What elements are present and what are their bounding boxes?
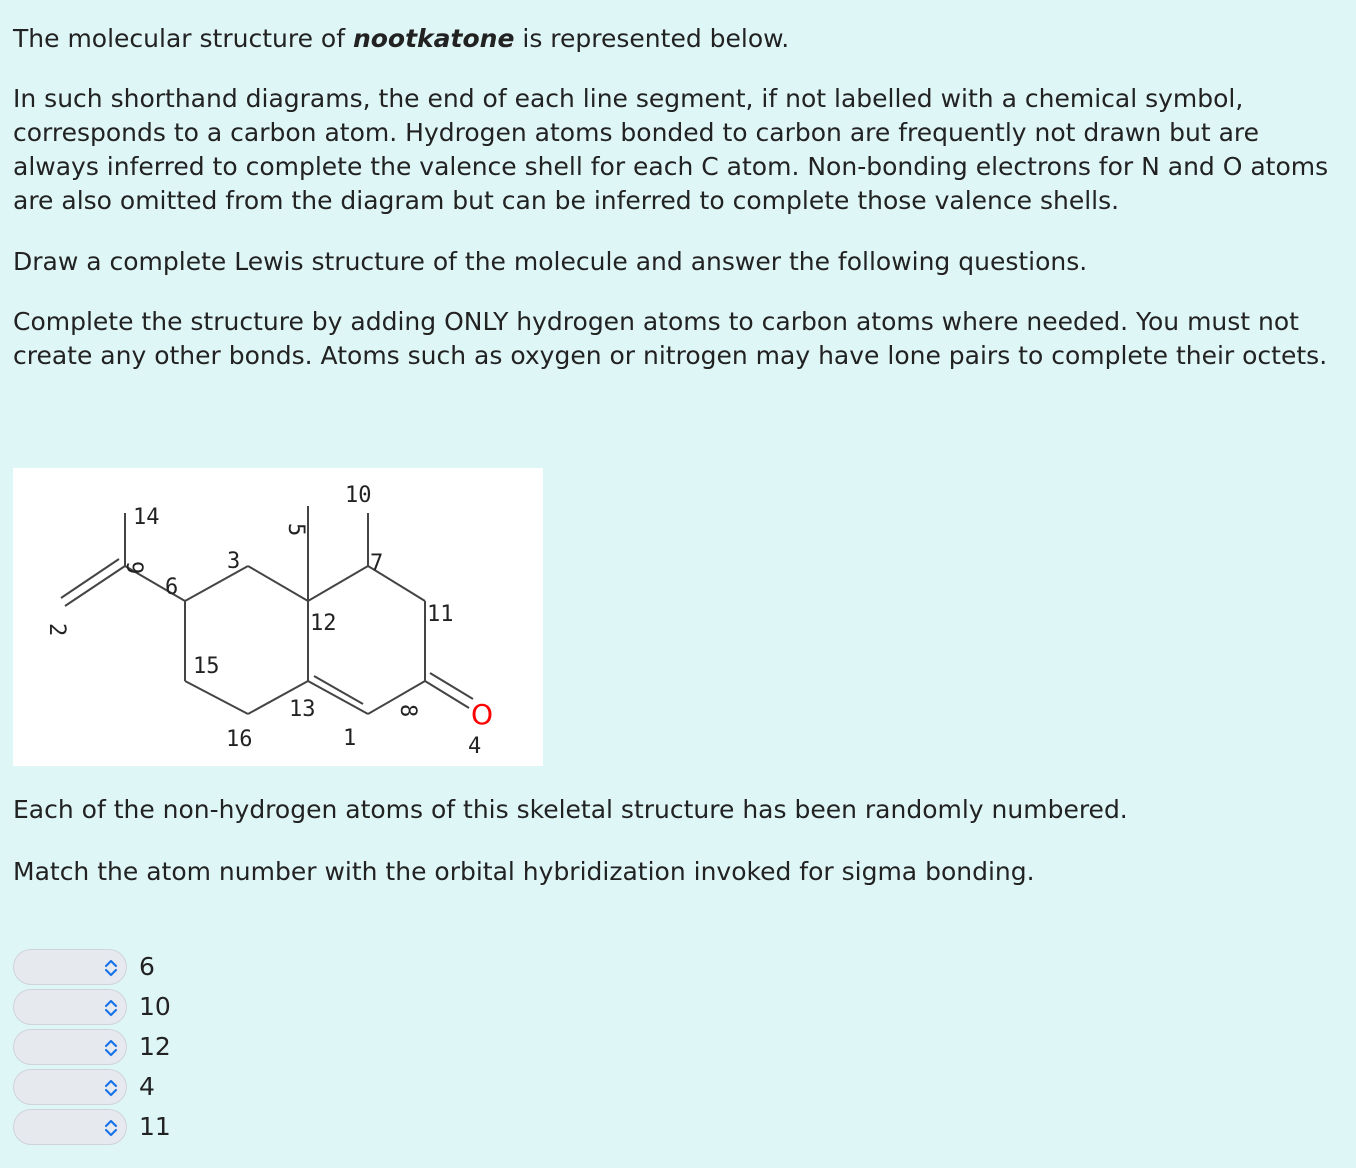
atom-label-11: 11 [427,602,454,627]
answer-row [13,1027,213,1067]
bond-8-4 [425,681,469,708]
hybridization-select[interactable] [13,1109,127,1145]
answer-atom-number: 6 [139,952,155,981]
atom-label-4: 4 [468,734,482,759]
answer-row [13,947,213,987]
atom-label-9: 9 [121,561,146,575]
bond-1-13 [308,681,368,714]
chevron-up-down-icon [104,1037,118,1059]
atom-label-3: 3 [227,549,241,574]
question-content [13,22,1348,400]
chevron-up-down-icon [104,997,118,1019]
answer-atom-number: 10 [139,992,171,1021]
chevron-up-down-icon [104,1117,118,1139]
atom-label-1: 1 [343,726,357,751]
atom-label-2: 2 [44,623,69,637]
bond-3-12 [248,566,308,601]
answer-row [13,987,213,1027]
atom-label-15: 15 [193,654,220,679]
chevron-up-down-icon [104,957,118,979]
molecule-name: nootkatone [352,24,515,53]
atom-label-13: 13 [289,697,316,722]
numbered-paragraph: Each of the non-hydrogen atoms of this skeletal structure has been randomly numbered. [13,795,1128,824]
atom-label-5: 5 [283,523,308,537]
hybridization-select[interactable] [13,1069,127,1105]
answer-list [13,947,213,1147]
hybridization-select[interactable] [13,949,127,985]
bond-1-13-second [314,676,363,704]
answer-atom-number: 12 [139,1032,171,1061]
oxygen-symbol: O [471,698,494,731]
molecule-diagram [13,468,543,766]
atom-label-6: 6 [165,575,179,600]
shorthand-paragraph: In such shorthand diagrams, the end of each line segment, if not labelled with a chemical symbol, corresponds to a carbon atom. Hydrogen atoms bonded to carbon are frequently not drawn but are always inferred to complete the valence shell for each C atom. Non-bonding electrons for N and O atoms are also omitted from the diagram but can be inferred to complete those valence shells. [13,84,1329,215]
atom-number-labels [44,483,481,759]
answer-atom-number: 11 [139,1112,171,1141]
intro-suffix: is represented below. [514,24,790,53]
hybridization-select[interactable] [13,989,127,1025]
match-instruction: Match the atom number with the orbital hybridization invoked for sigma bonding. [13,857,1035,886]
atom-label-8: 8 [395,704,420,718]
answer-atom-number: 4 [139,1072,155,1101]
atom-label-10: 10 [345,483,372,508]
atom-label-12: 12 [310,611,337,636]
bond-16-15 [185,681,248,714]
bond-8-4-second [430,673,473,699]
bond-9-2-second [61,559,119,598]
chevron-up-down-icon [104,1077,118,1099]
bond-12-7 [308,566,368,601]
answer-row [13,1107,213,1147]
answer-row [13,1067,213,1107]
bond-9-2 [65,566,125,606]
draw-instruction: Draw a complete Lewis structure of the molecule and answer the following questions. [13,247,1088,276]
bond-lines [61,506,473,714]
intro-prefix: The molecular structure of [13,24,353,53]
atom-label-7: 7 [370,551,384,576]
nootkatone-skeletal-structure [13,468,543,766]
atom-label-14: 14 [133,505,160,530]
intro-paragraph [13,22,1348,56]
complete-instruction: Complete the structure by adding ONLY hydrogen atoms to carbon atoms where needed. You must not create any other bonds. Atoms such as oxygen or nitrogen may have lone pairs to complete their octets. [13,307,1328,370]
atom-label-16: 16 [226,727,253,752]
hybridization-select[interactable] [13,1029,127,1065]
